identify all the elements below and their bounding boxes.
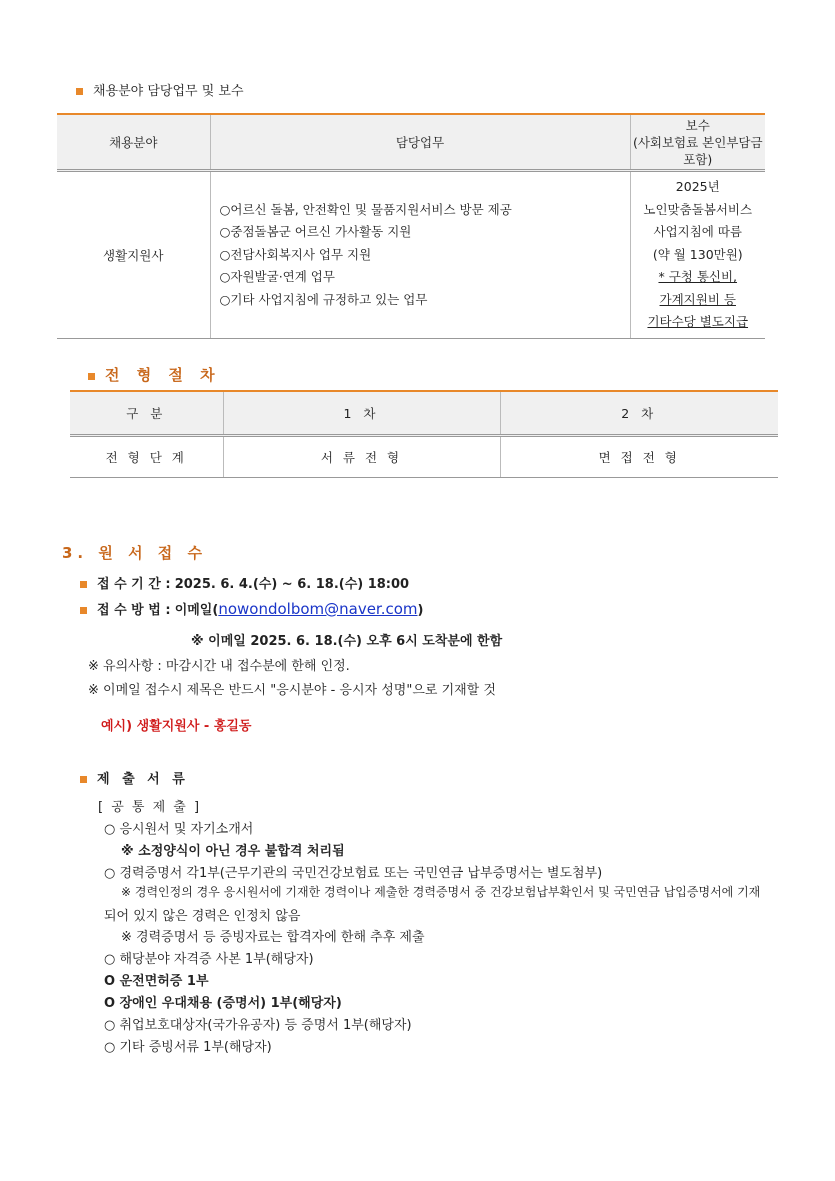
email-deadline-note: ※ 이메일 2025. 6. 18.(수) 오후 6시 도착분에 한함 <box>191 634 503 649</box>
stage1-value: 서 류 전 형 <box>223 436 500 478</box>
header-pay: 보수 (사회보험료 본인부담금 포함) <box>630 114 765 171</box>
list-item: ※ 경력증명서 등 증빙자료는 합격자에 한해 추후 제출 <box>121 930 425 945</box>
common-submission-label: [ 공 통 제 출 ] <box>98 800 202 815</box>
header-category: 구 분 <box>70 391 223 436</box>
square-bullet-icon <box>80 776 87 783</box>
table-row <box>70 436 778 478</box>
list-item: ○기타 사업지침에 규정하고 있는 업무 <box>219 291 428 307</box>
stage2-value: 면 접 전 형 <box>500 436 778 478</box>
list-item: ○ 취업보호대상자(국가유공자) 등 증명서 1부(해당자) <box>104 1018 412 1033</box>
section-heading-selection <box>88 364 221 385</box>
list-item: ○전담사회복지사 업무 지원 <box>219 246 372 262</box>
section-title: 제 출 서 류 <box>97 772 189 787</box>
square-bullet-icon <box>88 373 95 380</box>
header-field: 채용분야 <box>57 114 210 171</box>
example-line: 예시) 생활지원사 - 홍길동 <box>101 719 252 734</box>
header-stage2: 2 차 <box>500 391 778 436</box>
list-item: ○자원발굴·연계 업무 <box>219 269 335 285</box>
notice-line: ※ 이메일 접수시 제목은 반드시 "응시분야 - 응시자 성명"으로 기재할 것 <box>88 683 496 698</box>
section-title-application: 3. 원 서 접 수 <box>62 544 207 562</box>
list-item: ○ 경력증명서 각1부(근무기관의 국민건강보험료 또는 국민연금 납부증명서는 별도첨부) <box>104 866 603 881</box>
header-duties: 담당업무 <box>210 114 630 171</box>
row-label: 전 형 단 계 <box>70 436 223 478</box>
list-item: ※ 경력인정의 경우 응시원서에 기재한 경력이나 제출한 경력증명서 중 건강보험납부확인서 및 국민연금 납입증명서에 기재 <box>121 885 761 899</box>
section-title: 채용분야 담당업무 및 보수 <box>93 84 244 99</box>
header-stage1: 1 차 <box>223 391 500 436</box>
duty-cell <box>210 171 630 339</box>
list-item: ○ 기타 증빙서류 1부(해당자) <box>104 1040 272 1055</box>
application-period: 접 수 기 간 : 2025. 6. 4.(수) ~ 6. 18.(수) 18:00 <box>80 573 409 592</box>
application-method: 접 수 방 법 : 이메일(nowondolbom@naver.com) <box>80 599 423 618</box>
recruitment-table <box>57 113 765 339</box>
list-item: ○ 해당분야 자격증 사본 1부(해당자) <box>104 952 314 967</box>
list-item: ※ 소정양식이 아닌 경우 불합격 처리됨 <box>121 844 345 859</box>
table-row <box>57 171 765 339</box>
field-name: 생활지원사 <box>57 171 210 339</box>
email-link[interactable]: nowondolbom@naver.com <box>218 600 418 618</box>
list-item: O 운전면허증 1부 <box>104 974 209 989</box>
section-heading-recruitment <box>76 80 244 99</box>
list-item: O 장애인 우대채용 (증명서) 1부(해당자) <box>104 996 342 1011</box>
square-bullet-icon <box>80 581 87 588</box>
square-bullet-icon <box>80 607 87 614</box>
section-title: 전 형 절 차 <box>105 366 221 384</box>
list-item: 되어 있지 않은 경력은 인정치 않음 <box>104 909 301 924</box>
list-item: ○중점돌봄군 어르신 가사활동 지원 <box>219 224 412 240</box>
square-bullet-icon <box>76 88 83 95</box>
list-item: ○어르신 돌봄, 안전확인 및 물품지원서비스 방문 제공 <box>219 201 512 217</box>
notice-line: ※ 유의사항 : 마감시간 내 접수분에 한해 인정. <box>88 659 350 674</box>
section-heading-documents <box>80 768 189 787</box>
duty-list <box>212 199 629 312</box>
pay-cell: 2025년 노인맞춤돌봄서비스 사업지침에 따름 (약 월 130만원) * 구청 통신비, 가계지원비 등 기타수당 별도지급 <box>630 171 765 339</box>
selection-table <box>70 390 778 478</box>
list-item: ○ 응시원서 및 자기소개서 <box>104 822 254 837</box>
